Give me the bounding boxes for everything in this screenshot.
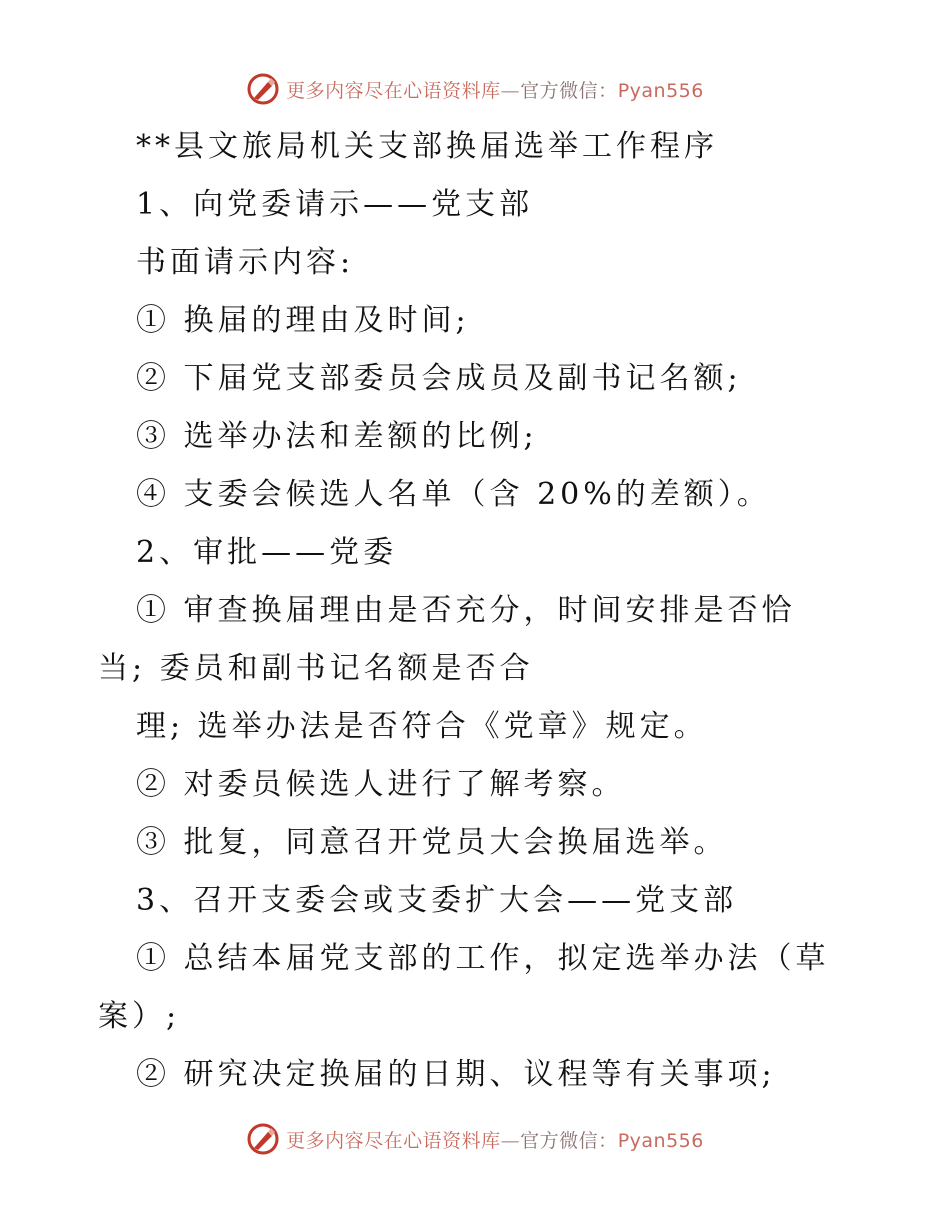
document-line: ② 研究决定换届的日期、议程等有关事项; bbox=[136, 1057, 776, 1092]
watermark-banner-top bbox=[0, 72, 950, 106]
pen-logo-icon bbox=[246, 72, 280, 106]
document-line: ③ 批复，同意召开党员大会换届选举。 bbox=[136, 825, 728, 860]
document-line: ② 下届党支部委员会成员及副书记名额; bbox=[136, 361, 742, 396]
watermark-contact-label: 官方微信： bbox=[520, 79, 618, 102]
document-line: 当; 委员和副书记名额是否合 bbox=[98, 651, 534, 686]
document-line: ① 总结本届党支部的工作，拟定选举办法（草 bbox=[136, 941, 830, 976]
watermark-separator: — bbox=[500, 79, 521, 102]
watermark-text bbox=[286, 76, 704, 103]
document-line: 3、召开支委会或支委扩大会——党支部 bbox=[136, 883, 738, 918]
document-line: ③ 选举办法和差额的比例; bbox=[136, 419, 538, 454]
watermark-contact-id: Pyan556 bbox=[617, 1129, 704, 1152]
document-line: ① 换届的理由及时间; bbox=[136, 303, 470, 338]
document-body bbox=[98, 118, 858, 1104]
watermark-main: 更多内容尽在心语资料库 bbox=[286, 1129, 501, 1152]
watermark-main: 更多内容尽在心语资料库 bbox=[286, 79, 501, 102]
document-line: 案）; bbox=[98, 999, 181, 1034]
watermark-contact-id: Pyan556 bbox=[617, 79, 704, 102]
document-line: ④ 支委会候选人名单（含 20%的差额）。 bbox=[136, 477, 771, 512]
pen-logo-icon bbox=[246, 1122, 280, 1156]
document-line: 理; 选举办法是否符合《党章》规定。 bbox=[136, 709, 708, 744]
watermark-separator: — bbox=[500, 1129, 521, 1152]
watermark-banner-bottom bbox=[0, 1122, 950, 1156]
document-line: ② 对委员候选人进行了解考察。 bbox=[136, 767, 626, 802]
watermark-text bbox=[286, 1126, 704, 1153]
document-line: 2、审批——党委 bbox=[136, 535, 398, 570]
watermark-contact-label: 官方微信： bbox=[520, 1129, 618, 1152]
document-line: 1、向党委请示——党支部 bbox=[136, 187, 534, 222]
document-line: 书面请示内容: bbox=[136, 245, 355, 280]
document-line: **县文旅局机关支部换届选举工作程序 bbox=[136, 129, 718, 164]
document-line: ① 审查换届理由是否充分，时间安排是否恰 bbox=[136, 593, 796, 628]
